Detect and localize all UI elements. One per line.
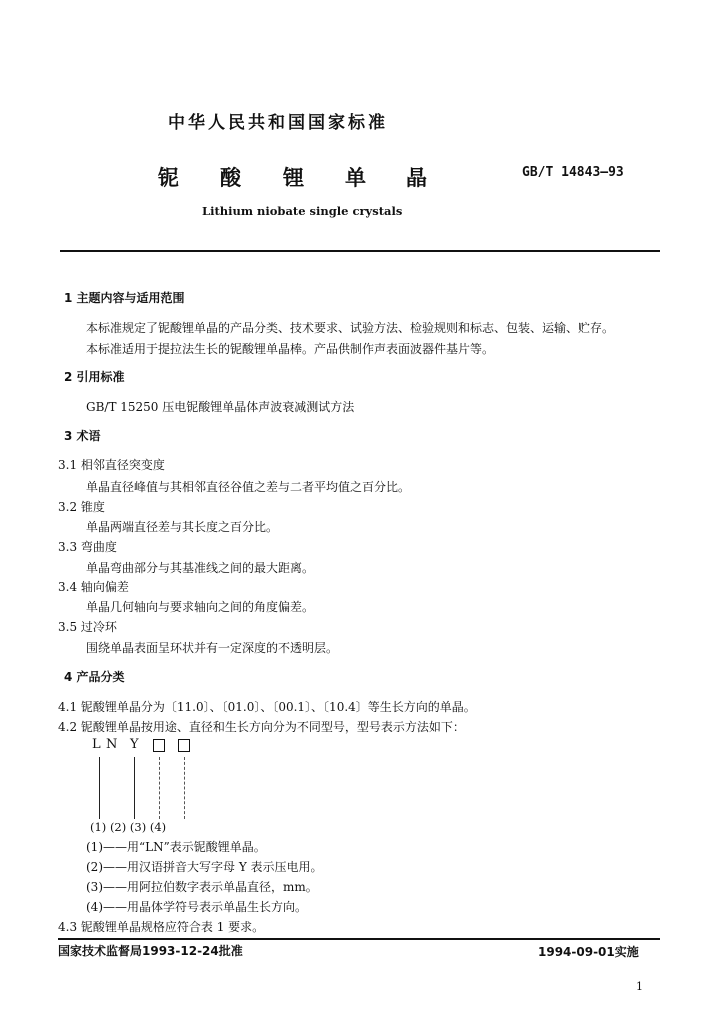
- model-note-4: (4)——用晶体学符号表示单晶生长方向。: [86, 900, 307, 914]
- section-3-heading: 3 术语: [64, 429, 101, 443]
- term-3-4-definition: 单晶几何轴向与要求轴向之间的角度偏差。: [86, 600, 315, 614]
- implementation-line: 1994-09-01实施: [538, 945, 639, 959]
- term-3-2-heading: 3.2 锥度: [58, 500, 105, 514]
- approval-line: 国家技术监督局1993-12-24批准: [58, 944, 243, 958]
- leader-line-4: [184, 757, 185, 819]
- english-title: Lithium niobate single crystals: [202, 204, 403, 218]
- model-note-2: (2)——用汉语拼音大写字母 Y 表示压电用。: [86, 860, 323, 874]
- term-3-3-definition: 单晶弯曲部分与其基准线之间的最大距离。: [86, 561, 315, 575]
- section-1-paragraph-2: 本标准适用于提拉法生长的铌酸锂单晶棒。产品供制作声表面波器件基片等。: [86, 342, 495, 356]
- section-1-heading: 1 主题内容与适用范围: [64, 291, 185, 305]
- leader-line-2: [134, 757, 135, 819]
- title-char-3: 锂: [283, 166, 304, 190]
- standard-code: GB/T 14843—93: [522, 165, 624, 180]
- term-3-5-definition: 围绕单晶表面呈环状并有一定深度的不透明层。: [86, 641, 339, 655]
- footer-rule: [58, 938, 660, 940]
- term-3-3-heading: 3.3 弯曲度: [58, 540, 117, 554]
- leader-line-1: [99, 757, 100, 819]
- diameter-placeholder-box: [153, 739, 165, 752]
- clause-4-1: 4.1 铌酸锂单晶分为〔11.0〕、〔01.0〕、〔00.1〕、〔10.4〕等生长方向的单晶。: [58, 700, 476, 714]
- clause-4-3: 4.3 铌酸锂单晶规格应符合表 1 要求。: [58, 920, 265, 934]
- section-1-paragraph-1: 本标准规定了铌酸锂单晶的产品分类、技术要求、试验方法、检验规则和标志、包装、运输、贮存。: [86, 321, 615, 335]
- term-3-2-definition: 单晶两端直径差与其长度之百分比。: [86, 520, 279, 534]
- section-2-heading: 2 引用标准: [64, 370, 125, 384]
- national-standard-heading: 中华人民共和国国家标准: [168, 113, 388, 133]
- page-number: 1: [636, 980, 643, 993]
- term-3-1-definition: 单晶直径峰值与其相邻直径谷值之差与二者平均值之百分比。: [86, 480, 411, 494]
- model-letter-L: L: [92, 737, 101, 752]
- title-char-1: 铌: [158, 166, 179, 190]
- title-char-5: 晶: [406, 166, 427, 190]
- model-note-1: (1)——用“LN”表示铌酸锂单晶。: [86, 840, 266, 854]
- clause-4-2: 4.2 铌酸锂单晶按用途、直径和生长方向分为不同型号，型号表示方法如下：: [58, 720, 465, 734]
- header-rule: [60, 250, 660, 252]
- model-part-numbers: (1) (2) (3) (4): [90, 820, 167, 834]
- model-letter-N: N: [106, 737, 118, 752]
- title-char-4: 单: [345, 166, 366, 190]
- term-3-4-heading: 3.4 轴向偏差: [58, 580, 129, 594]
- title-char-2: 酸: [220, 166, 241, 190]
- term-3-5-heading: 3.5 过冷环: [58, 620, 117, 634]
- model-note-3: (3)——用阿拉伯数字表示单晶直径，mm。: [86, 880, 318, 894]
- section-4-heading: 4 产品分类: [64, 670, 125, 684]
- term-3-1-heading: 3.1 相邻直径突变度: [58, 458, 165, 472]
- referenced-standard: GB/T 15250 压电铌酸锂单晶体声波衰减测试方法: [86, 400, 355, 414]
- leader-line-3: [159, 757, 160, 819]
- model-letter-Y: Y: [130, 737, 139, 752]
- direction-placeholder-box: [178, 739, 190, 752]
